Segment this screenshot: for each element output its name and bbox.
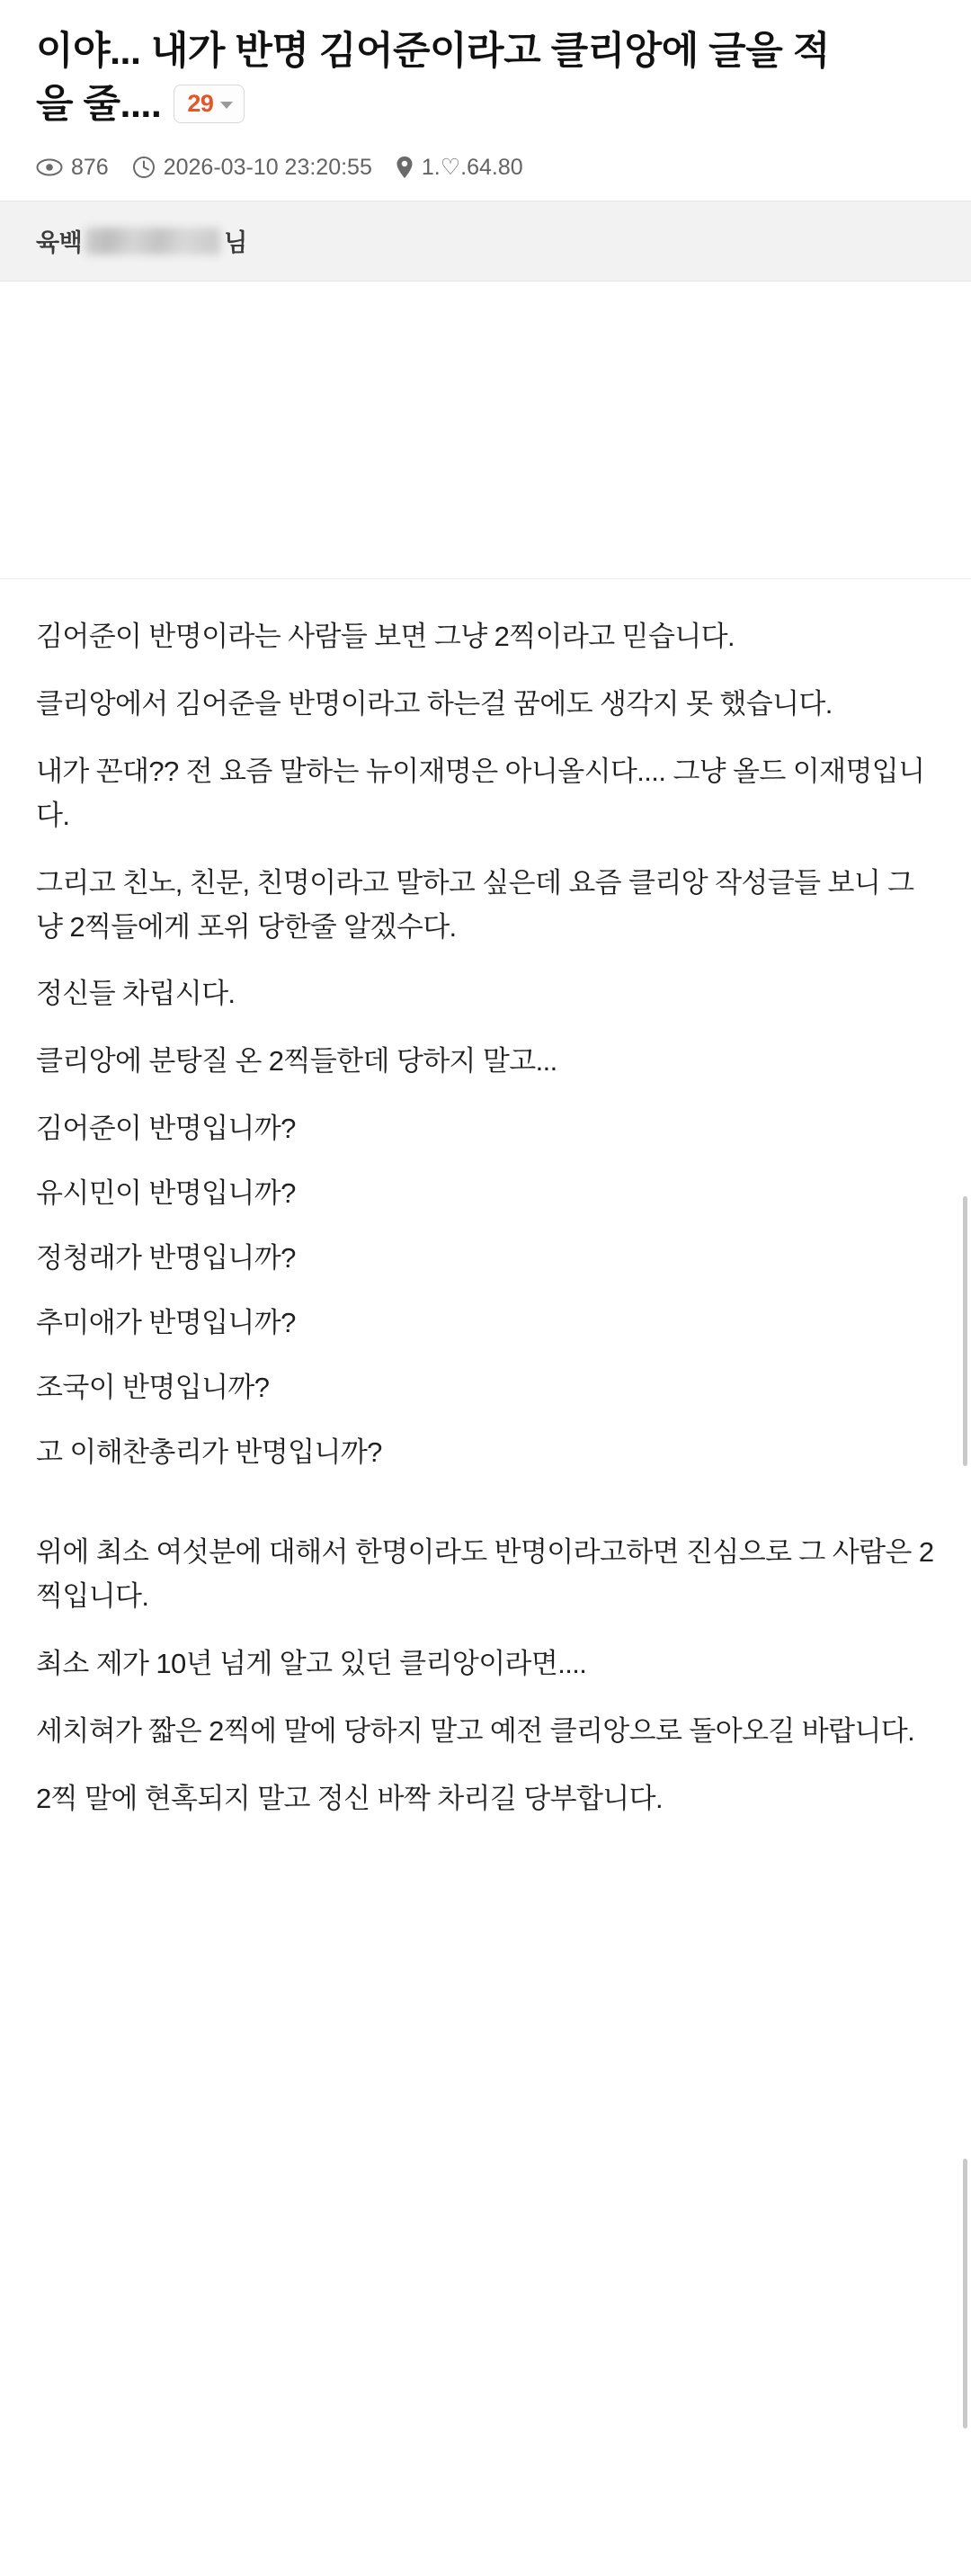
author-name-redacted xyxy=(85,228,220,255)
view-count-label: 876 xyxy=(71,155,109,181)
post-paragraph: 클리앙에서 김어준을 반명이라고 하는걸 꿈에도 생각지 못 했습니다. xyxy=(36,687,833,720)
post-paragraph: 내가 꼰대?? 전 요즘 말하는 뉴이재명은 아니올시다.... 그냥 올드 이재명입니다. xyxy=(36,755,925,831)
post-media-area xyxy=(0,282,971,579)
post-title-line-2: 을 줄.... xyxy=(36,83,162,127)
location-pin-icon xyxy=(396,156,414,179)
post-paragraph: 그리고 친노, 친문, 친명이라고 말하고 싶은데 요즘 클리앙 작성글들 보니 그냥 2찍들에게 포위 당한줄 알겠수다. xyxy=(36,866,914,943)
post-meta-row xyxy=(0,132,971,201)
view-count xyxy=(36,155,109,181)
clock-icon xyxy=(132,156,156,179)
post-paragraph: 정청래가 반명입니까? xyxy=(36,1242,296,1275)
post-paragraph: 유시민이 반명입니까? xyxy=(36,1177,296,1210)
scrollbar-thumb[interactable] xyxy=(963,2159,967,2428)
author-name-suffix: 님 xyxy=(224,229,247,257)
post-paragraph: 추미애가 반명입니까? xyxy=(36,1307,296,1339)
post-paragraph: 김어준이 반명이라는 사람들 보면 그냥 2찍이라고 믿습니다. xyxy=(36,620,735,652)
post-body xyxy=(0,579,971,1899)
post-paragraph: 고 이해찬총리가 반명입니까? xyxy=(36,1436,382,1469)
post-title-line-1: 이야... 내가 반명 김어준이라고 클리앙에 글을 적 xyxy=(36,30,830,73)
page-title xyxy=(36,25,935,132)
post-ip-label: 1.♡.64.80 xyxy=(421,155,523,181)
post-paragraph: 세치혀가 짧은 2찍에 말에 당하지 말고 예전 클리앙으로 돌아오길 바랍니다. xyxy=(36,1715,915,1748)
eye-icon xyxy=(36,157,63,177)
post-paragraph: 김어준이 반명입니까? xyxy=(36,1113,296,1145)
post-paragraph: 최소 제가 10년 넘게 알고 있던 클리앙이라면.... xyxy=(36,1648,587,1680)
chevron-down-icon xyxy=(220,102,233,109)
post-paragraph: 조국이 반명입니까? xyxy=(36,1372,270,1404)
author-bar xyxy=(0,201,971,282)
author-name[interactable] xyxy=(36,223,247,258)
post-paragraph: 2찍 말에 현혹되지 말고 정신 바짝 차리길 당부합니다. xyxy=(36,1783,664,1815)
post-paragraph: 정신들 차립시다. xyxy=(36,978,236,1010)
post-paragraph: 클리앙에 분탕질 온 2찍들한데 당하지 말고... xyxy=(36,1045,557,1078)
post-date xyxy=(132,156,372,179)
scrollbar-thumb[interactable] xyxy=(963,1196,967,1466)
post-ip xyxy=(396,156,523,179)
post-date-label: 2026-03-10 23:20:55 xyxy=(163,155,372,181)
post-header xyxy=(0,0,971,132)
post-paragraph: 위에 최소 여섯분에 대해서 한명이라도 반명이라고하면 진심으로 그 사람은 2찍입니다. xyxy=(36,1536,934,1613)
author-name-prefix: 육백 xyxy=(36,229,83,257)
comment-count-button[interactable] xyxy=(174,85,245,123)
post-title-line-2-wrap xyxy=(36,78,935,131)
comment-count-label: 29 xyxy=(187,90,214,118)
